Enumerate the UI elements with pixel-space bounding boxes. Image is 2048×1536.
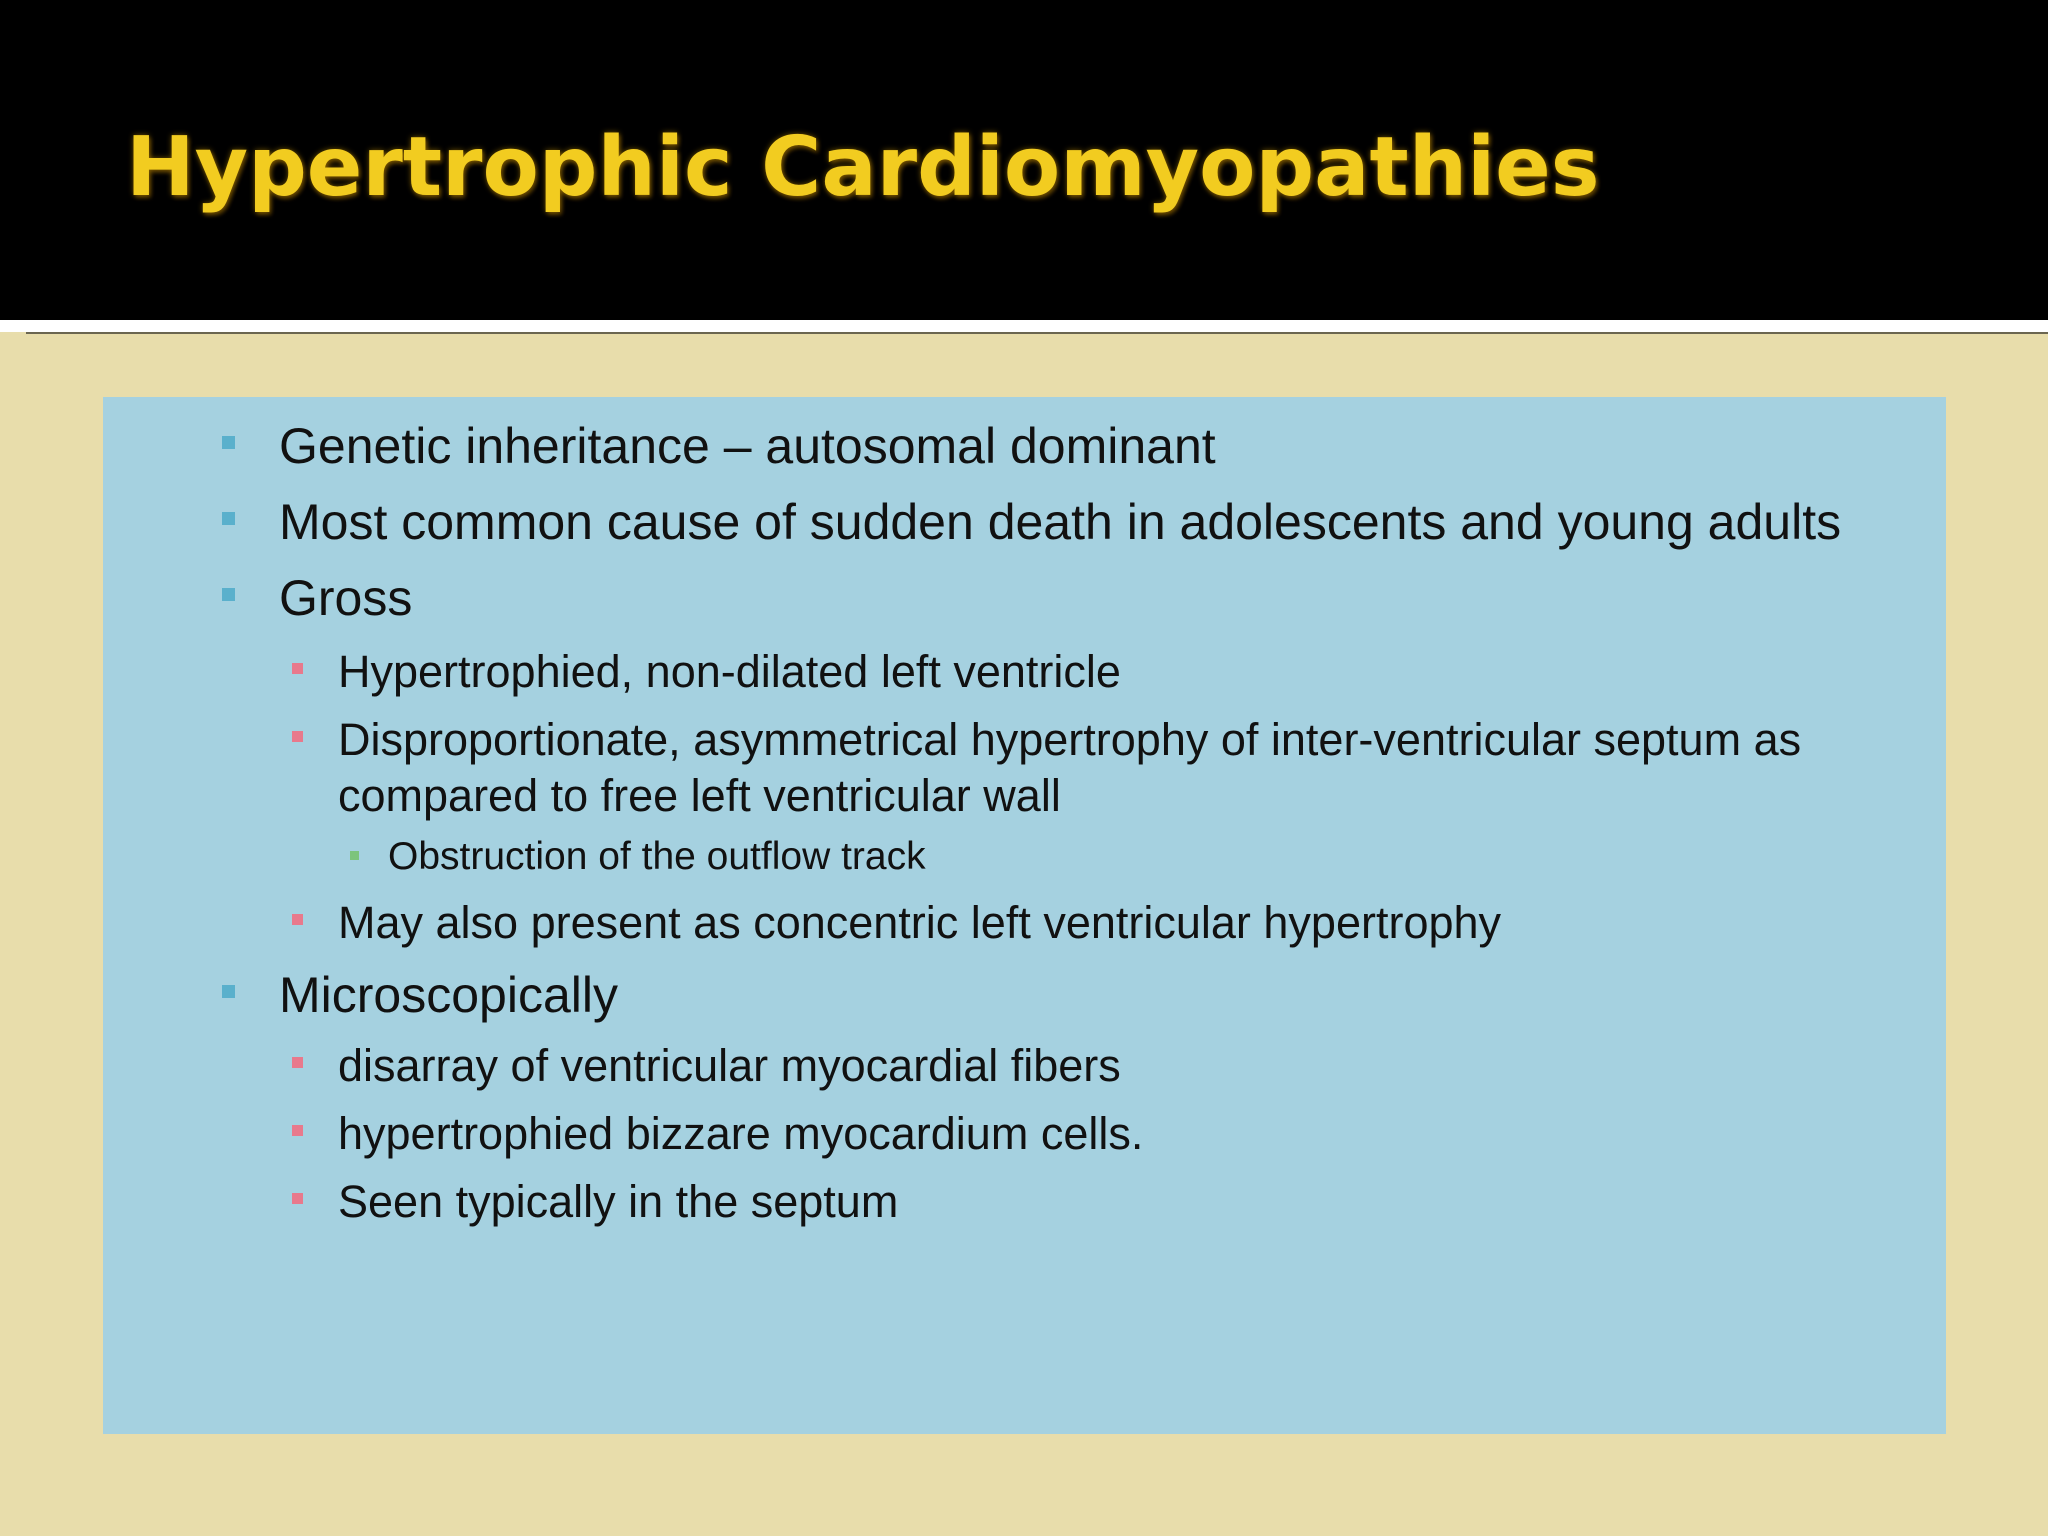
bullet-text: Most common cause of sudden death in adolescents and young adults (279, 494, 1842, 550)
bullet-text: Genetic inheritance – autosomal dominant (279, 418, 1216, 474)
square-bullet-icon (292, 914, 303, 925)
bullet-text: Obstruction of the outflow track (388, 835, 926, 878)
bullet-text: May also present as concentric left ventricular hypertrophy (338, 897, 1502, 948)
bullet-text: hypertrophied bizzare myocardium cells. (338, 1108, 1144, 1159)
bullet-item (279, 494, 1841, 550)
bullet-text: Disproportionate, asymmetrical hypertrophy of inter-ventricular septum as (338, 714, 1802, 765)
square-bullet-icon (222, 588, 235, 601)
bullet-text: Microscopically (279, 967, 618, 1023)
square-bullet-icon (350, 851, 359, 860)
bullet-item (279, 418, 1216, 474)
square-bullet-icon (292, 1193, 303, 1204)
header-separator-band (0, 320, 2048, 332)
bullet-item (338, 712, 1801, 824)
bullet-text: Gross (279, 570, 413, 626)
square-bullet-icon (222, 436, 235, 449)
bullet-text-continuation: compared to free left ventricular wall (338, 770, 1061, 821)
square-bullet-icon (292, 731, 303, 742)
slide-title: Hypertrophic Cardiomyopathies (126, 120, 1600, 215)
bullet-item (338, 1106, 1143, 1162)
square-bullet-icon (222, 512, 235, 525)
bullet-text: Seen typically in the septum (338, 1176, 899, 1227)
square-bullet-icon (222, 985, 235, 998)
bullet-item (338, 644, 1121, 700)
bullet-item (279, 570, 412, 626)
bullet-text: Hypertrophied, non-dilated left ventricle (338, 646, 1121, 697)
square-bullet-icon (292, 663, 303, 674)
bullet-item (338, 895, 1501, 951)
content-box (103, 397, 1946, 1434)
bullet-text: disarray of ventricular myocardial fibers (338, 1040, 1121, 1091)
square-bullet-icon (292, 1125, 303, 1136)
bullet-item (338, 1038, 1121, 1094)
bullet-item (338, 1174, 898, 1230)
divider-line (26, 332, 2048, 334)
title-bar (0, 0, 2048, 320)
bullet-item (388, 832, 926, 882)
bullet-item (279, 967, 618, 1023)
square-bullet-icon (292, 1057, 303, 1068)
